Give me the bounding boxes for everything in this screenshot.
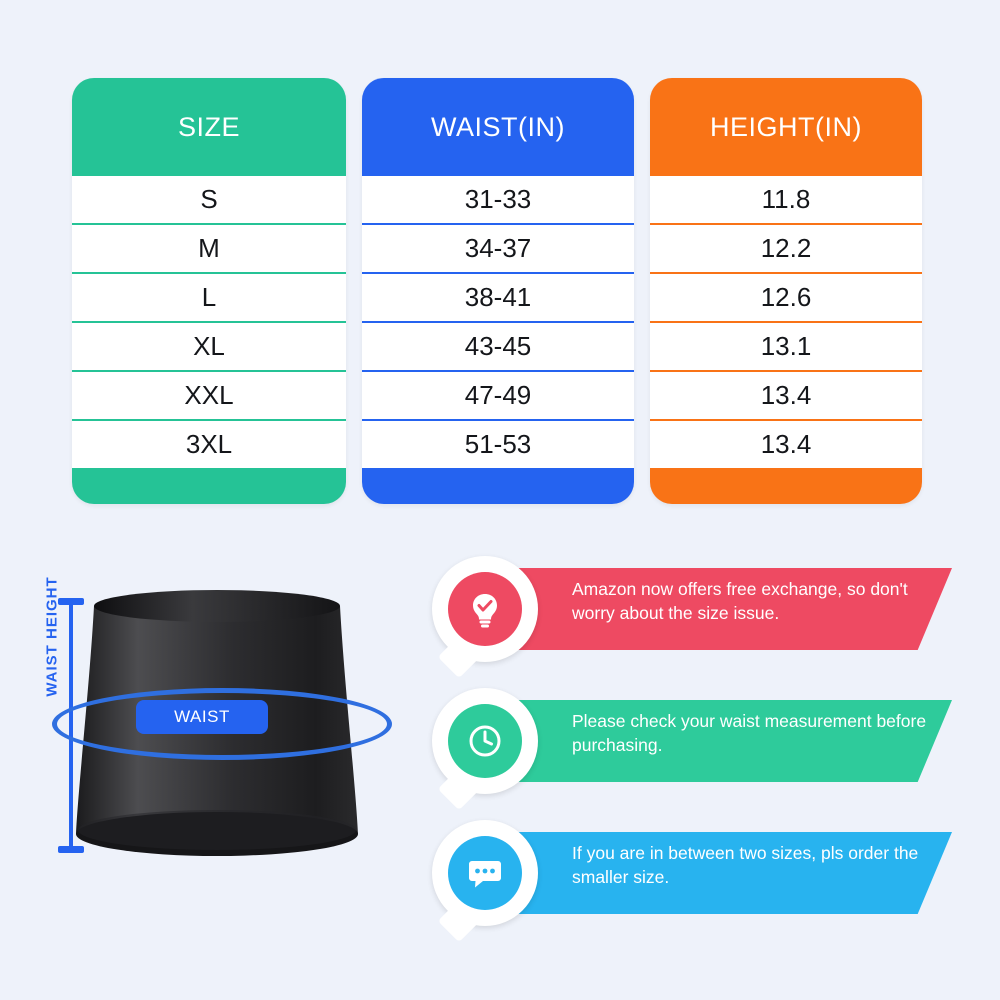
- lightbulb-icon: [448, 572, 522, 646]
- size-chart-table: [72, 78, 928, 504]
- column-body-size: [72, 176, 346, 468]
- column-body-waist: [362, 176, 634, 468]
- column-footer-waist: [362, 470, 634, 500]
- note-text: Please check your waist measurement before purchasing.: [572, 711, 927, 755]
- column-header-waist: WAIST(IN): [431, 111, 565, 142]
- table-cell: M: [72, 225, 346, 272]
- size-chart-column-waist: [362, 78, 634, 504]
- product-illustration: [24, 570, 424, 970]
- note-text: Amazon now offers free exchange, so don't worry about the size issue.: [572, 579, 908, 623]
- list-item: [432, 556, 952, 662]
- table-cell: 31-33: [362, 176, 634, 223]
- size-chart-column-height: [650, 78, 922, 504]
- table-cell: 13.4: [650, 372, 922, 419]
- table-cell: XXL: [72, 372, 346, 419]
- table-cell: 51-53: [362, 421, 634, 468]
- table-cell: 11.8: [650, 176, 922, 223]
- table-cell: 3XL: [72, 421, 346, 468]
- table-cell: 12.2: [650, 225, 922, 272]
- table-cell: 13.4: [650, 421, 922, 468]
- size-chart-column-size: [72, 78, 346, 504]
- table-cell: 12.6: [650, 274, 922, 321]
- list-item: [432, 820, 952, 926]
- table-cell: XL: [72, 323, 346, 370]
- waist-label: WAIST: [136, 700, 268, 734]
- chat-bubble-icon: [448, 836, 522, 910]
- column-body-height: [650, 176, 922, 468]
- table-cell: 38-41: [362, 274, 634, 321]
- column-header-size: SIZE: [177, 111, 240, 142]
- table-cell: 47-49: [362, 372, 634, 419]
- note-text: If you are in between two sizes, pls order the smaller size.: [572, 843, 919, 887]
- table-cell: L: [72, 274, 346, 321]
- column-header-height: HEIGHT(IN): [710, 111, 862, 142]
- column-footer-size: [72, 470, 346, 500]
- waist-height-label: WAIST HEIGHT: [43, 576, 61, 697]
- notes-list: [432, 556, 972, 976]
- list-item: [432, 688, 952, 794]
- table-cell: 13.1: [650, 323, 922, 370]
- table-cell: 43-45: [362, 323, 634, 370]
- table-cell: S: [72, 176, 346, 223]
- table-cell: 34-37: [362, 225, 634, 272]
- column-footer-height: [650, 470, 922, 500]
- clock-icon: [448, 704, 522, 778]
